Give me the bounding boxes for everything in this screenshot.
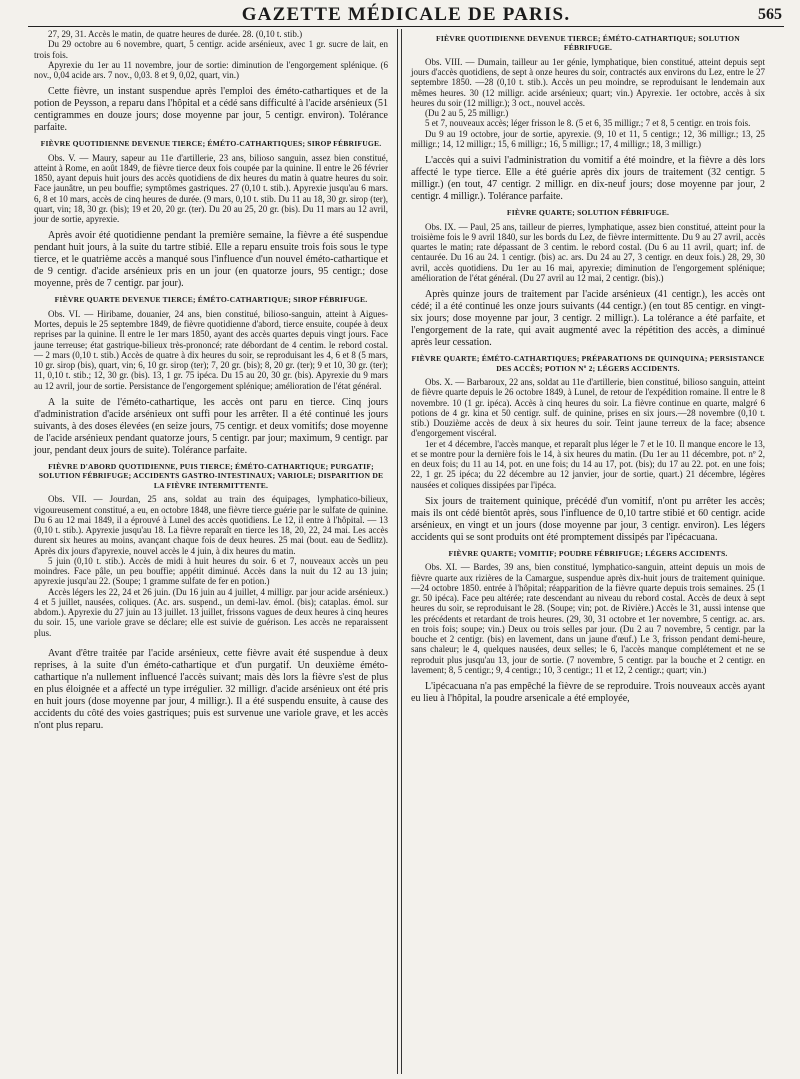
commentary-paragraph: Après avoir été quotidienne pendant la première semaine, la fièvre a été suspendue pendant huit jours, à la suite du tartre stibié. Elle a reparu ensuite trois fois sous le type tierce, et le quatrième accès a manqué sous l'influence d'un nouvel éméto-cathartique et de 9 centigr. d'acide arsénieux pris en un jour (en quatorze jours, 95 centigr.; dose moyenne, près de 7 centigr. par jour). [34,230,388,290]
commentary-paragraph: Avant d'être traitée par l'acide arsénieux, cette fièvre avait été suspendue à deux reprises, à la suite d'un éméto-cathartique et d'un purgatif. Un deuxième éméto-cathartique n'a nullement influencé l'accès suivant; mais dès lors la fièvre s'est de plus en plus éloignée et a affecté un type irrégulier. 32 milligr. d'acide arsénieux ont été pris en huit jours (dose moyenne par jour, 4 milligr.). Il a été suspendu ensuite, à cause des accidents du côté des voies gastriques; puis est survenue une variole grave, et les accès n'ont plus reparu. [34,647,388,731]
observation-paragraph: Obs. V. — Maury, sapeur au 11e d'artillerie, 23 ans, bilioso sanguin, assez bien constitué, atteint à Rome, en août 1849, de fièvre tierce deux fois coupée par la quinine. Il entre le 26 février 1850, ayant depuis huit jours des accès quotidiens de dix heures du matin à quatre heures du soir. Face jaunâtre, un peu bouffie; symptômes gastriques. 27 (0,10 t. stib.). Apyrexie jusqu'au 6 mars. 6, 8 et 10 mars, accès de cinq heures de durée. (9 mars, 0,10 t. stib. Du 11 au 18, 30 gr. sirop (ter), quart, vin; 18, 30 gr. (bis); 19 et 20, 20 gr. (ter). Du 20 au 25, 20 gr. (bis). Du 11 mars au 12 avril, jour de sortie, apyrexie. [34,152,388,225]
commentary-paragraph: L'accès qui a suivi l'administration du vomitif a été moindre, et la fièvre a dès lors affecté le type tierce. Elle a été guérie après dix jours de traitement (32 centigr. 5 milligr.) (en tout, 47 centigr. 2 milligr. en dix-neuf jours; dose moyenne par jour, 2 centigr. 4 milligr.). Tolérance parfaite. [411,155,765,203]
observation-paragraph: 5 juin (0,10 t. stib.). Accès de midi à huit heures du soir. 6 et 7, nouveaux accès un peu moindres. Face pâle, un peu bouffie; appétit diminué. Accès dans la nuit du 12 au 13 juin; apyrexie jusqu'au 22. (Soupe; 1 gramme sulfate de fer en potion.) [34,555,388,587]
text-columns [28,29,784,1074]
observation-paragraph: 5 et 7, nouveaux accès; léger frisson le 8. (5 et 6, 35 milligr.; 7 et 8, 5 centigr. en trois fois. [425,118,751,129]
observation-paragraph: Apyrexie du 1er au 11 novembre, jour de sortie: diminution de l'engorgement splénique. (6 nov., 0,04 acide ars. 7 nov., 0,03. 8 et 9, 0,02, quart, vin.) [34,59,388,80]
observation-paragraph: Obs. VII. — Jourdan, 25 ans, soldat au train des équipages, lymphatico-bilieux, vigoureusement constitué, a eu, en octobre 1848, une fièvre tierce guérie par le sulfate de quinine. Du 6 au 12 mai 1849, il a éprouvé à Lunel des accès quotidiens. Le 12, il entre à l'hôpital. — 13 (0,10 t. stib.). Apyrexie jusqu'au 18. La fièvre reparaît en tierce les 18, 20, 22, 24 mai. Les accès durent six heures au moins, avançant chaque fois de deux heures. 25 mai (bout. eau de Sedlitz). Après dix jours d'apyrexie, nouvel accès le 4 juin, à dix heures du matin. [34,494,388,556]
section-heading: FIÈVRE QUARTE; VOMITIF; POUDRE FÉBRIFUGE; LÉGERS ACCIDENTS. [448,548,728,558]
observation-paragraph: Obs. X. — Barbaroux, 22 ans, soldat au 11e d'artillerie, bien constitué, bilioso sanguin, atteint de fièvre quarte depuis le 26 octobre 1849, à Lunel, de retour de l'expédition romaine. Il entre le 8 novembre. 10 (1 gr. ipéca). Accès à cinq heures du soir. La fièvre continue en quarte, malgré 6 potions de 4 gr. kina et 50 centigr. sulf. de quinine, prises en six jours.—28 novembre (0,10 t. stib.) Douzième accès de deux à six heures du soir. Teint jaune terreux de la face; absence d'engorgement viscéral. [411,377,765,439]
section-heading: FIÈVRE QUOTIDIENNE DEVENUE TIERCE; ÉMÉTO-CATHARTIQUES; SIROP FÉBRIFUGE. [40,139,382,149]
observation-paragraph: Obs. IX. — Paul, 25 ans, tailleur de pierres, lymphatique, assez bien constitué, atteint pour la troisième fois le 9 avril 1840, sur les bords du Lez, de fièvre intermittente. Du 9 au 27 avril, accès quartes le matin; rate dépassant de 3 centim. le rebord costal. (Du 6 au 11 avril, quart; inf. de centaurée. Du 16 au 24. 1 centigr. (bis) ac. ars. Du 24 au 27, 3 centigr. en deux fois.) 28, 29, 30 avril, accès quotidiens. Du 1er au 16 mai, apyrexie; diminution de l'engorgement splénique; amélioration de l'état général. (Du 27 avril au 12 mai, 2 centigr. (bis).) [411,221,765,283]
section-heading: FIÈVRE QUOTIDIENNE DEVENUE TIERCE; ÉMÉTO-CATHARTIQUE; SOLUTION FÉBRIFUGE. [436,34,740,53]
left-column [28,29,394,1074]
section-heading: FIÈVRE QUARTE DEVENUE TIERCE; ÉMÉTO-CATHARTIQUE; SIROP FÉBRIFUGE. [54,295,368,305]
commentary-paragraph: A la suite de l'éméto-cathartique, les accès ont paru en tierce. Cinq jours d'administration d'acide arsénieux ont suffi pour les arrêter. Il a été continué les jours suivants, à des doses élevées (en seize jours, 75 centigr. et deux vomitifs; dose moyenne de l'acide arsénieux pendant quatorze jours, 5 centigr. par jour; maximum, 9 centigr. par jour, pendant deux jours de suite). Tolérance parfaite. [34,396,388,456]
page-number: 565 [758,6,782,23]
observation-paragraph: (Du 2 au 5, 25 milligr.) [425,108,509,119]
page-header [28,4,784,27]
observation-paragraph: Obs. VI. — Hiribame, douanier, 24 ans, bien constitué, bilioso-sanguin, atteint à Aigues-Mortes, depuis le 25 septembre 1849, de fièvre quotidienne d'abord, tierce ensuite, coupée à deux reprises par la quinine. Il entre le 1er mars 1850, ayant des accès quartes depuis vingt jours. Face jaune terreuse; état gastrique-bilieux très-prononcé; rate débordant de 4 centim. le rebord costal. — 2 mars (0,10 t. stib.) Accès de quatre à dix heures du soir, se reproduisant les 4, 6 et 8 (5 mars, 10 gr. sirop (bis), quart, vin; 6, 10 gr. sirop (ter); 7, 20 gr. (bis); 8, 20 gr. (ter); 9 et 10, 30 gr. (ter); 11, 0,10 t. stib.; 12, 30 gr. (bis). 13, 1 gr. 75 ipéca. Du 15 au 20, 30 gr. (bis). Apyrexie du 9 mars au 12 avril, jour de sortie. Persistance de l'engorgement splénique; amélioration de l'état général. [34,308,388,391]
observation-paragraph: Obs. VIII. — Dumain, tailleur au 1er génie, lymphatique, bien constitué, atteint depuis sept jours d'accès quotidiens, de sept à onze heures du soir, contractés aux environs du Lez, entre le 27 septembre 1850. —28 (0,10 t. stib.). Accès un peu moindre, se reproduisant le lendemain aux mêmes heures. 30 (12 milligr. acide arsénieux; quart; vin.) Apyrexie. 1er octobre, accès à six heures du soir (12 milligr.); 3 oct., nouvel accès. [411,56,765,108]
observation-paragraph: 27, 29, 31. Accès le matin, de quatre heures de durée. 28. (0,10 t. stib.) [48,29,303,39]
observation-paragraph: Accès légers les 22, 24 et 26 juin. (Du 16 juin au 4 juillet, 4 milligr. par jour acide arsénieux.) 4 et 5 juillet, nausées, coliques. (Ac. ars. suspend., un demi-lav. émol. (bis); cataplas. émol. sur abdom.). Apyrexie du 27 juin au 13 juillet. 13 juillet, frissons vagues de deux heures à cinq heures du soir. 15, une variole grave se déclare; elle est suivie de guérison. Les accès ne reparaissent plus. [34,586,388,638]
section-heading: FIÈVRE QUARTE; ÉMÉTO-CATHARTIQUES; PRÉPARATIONS DE QUINQUINA; PERSISTANCE DES ACCÈS; POTION Nº 2; LÉGERS ACCIDENTS. [411,354,765,373]
commentary-paragraph: L'ipécacuana n'a pas empêché la fièvre de se reproduire. Trois nouveaux accès ayant eu lieu à l'hôpital, la poudre arsenicale a été employée, [411,681,765,705]
observation-paragraph: Obs. XI. — Bardes, 39 ans, bien constitué, lymphatico-sanguin, atteint depuis un mois de fièvre quarte aux rizières de la Camargue, suspendue après dix-huit jours de traitement quinique.—24 octobre 1850. entrée à l'hôpital; réapparition de la fièvre quarte depuis trois semaines. 25 (1 gr. 50 ipéca). Face peu altérée; rate descendant au niveau du rebord costal. Accès de deux à sept heures du soir, se reproduisant le 28. (Soupe; vin; pot. de Rivière.) Accès le 31, aussi intense que les précédents et retardant de trois heures. (29, 30, 31 octobre et 1er novembre, 5 centigr. ac. ars. en trois fois; soupe; vin.) Deux ou trois selles par jour. (Du 2 au 7 novembre, 5 centigr. par la bouche et 2 centigr. (bis) en lavement, dans un jaune d'œuf.) Le 3, frisson pendant demi-heure, sans chaleur; le 4, quelques nausées, deux selles; le 6, l'accès manque complétement et ne se reproduit plus jusqu'au 13, jour de sortie. (7 novembre, 5 centigr. par la bouche et 2 centigr. en lavement; 8, 5 centigr.; 9, 4 centigr.; 10, 3 centigr.; 11 et 12, 2 centigr.; quart; vin.) [411,562,765,675]
observation-paragraph: Du 9 au 19 octobre, jour de sortie, apyrexie. (9, 10 et 11, 5 centigr.; 12, 36 milligr.; 13, 25 milligr.; 14, 12 milligr.; 15, 6 milligr.; 16, 5 milligr.; 17, 4 milligr.; 18, 3 milligr.) [411,128,765,149]
observation-paragraph: Du 29 octobre au 6 novembre, quart, 5 centigr. acide arsénieux, avec 1 gr. sucre de lait, en trois fois. [34,39,388,60]
observation-paragraph: 1er et 4 décembre, l'accès manque, et reparaît plus léger le 7 et le 10. Il manque encore le 13, et se montre pour la dernière fois le 14, à six heures du matin. (Du 1er au 11 décembre, pot. nº 2, en deux fois; du 11 au 14, pot. en une fois; du 14 au 17, pot. (bis); du 17 au 22. pot. en une fois; 22, 1 gr. 25 ipéca; du 22 décembre au 12 janvier, jour de sortie, quart.) 21 décembre, légères nausées et coliques dissipées par l'ipéca. [411,438,765,490]
commentary-paragraph: Cette fièvre, un instant suspendue après l'emploi des éméto-cathartiques et de la potion de Peysson, a reparu dans l'hôpital et a cédé sans difficulté à l'acide arsénieux (51 centigrammes en douze jours; dose moyenne par jour, 5 centigr. environ). Tolérance parfaite. [34,86,388,134]
commentary-paragraph: Après quinze jours de traitement par l'acide arsénieux (41 centigr.), les accès ont cédé; il a été continué les onze jours suivants (44 centigr.) (en tout 85 centigr. en vingt-six jours; dose moyenne par jour, 3 centigr. 2 milligr.). La tolérance a été parfaite, et l'engorgement de la rate, qui avait augmenté avec la répétition des accès, a diminué après leur cessation. [411,289,765,349]
section-heading: FIÈVRE D'ABORD QUOTIDIENNE, PUIS TIERCE; ÉMÉTO-CATHARTIQUE; PURGATIF; SOLUTION FÉBRIFUGE; ACCIDENTS GASTRO-INTESTINAUX; VARIOLE; DISPARITION DE LA FIÈVRE INTERMITTENTE. [38,461,384,490]
spacer [34,638,388,648]
column-rule [397,29,402,1074]
right-column [405,29,771,1074]
journal-title: GAZETTE MÉDICALE DE PARIS. [241,4,571,25]
commentary-paragraph: Six jours de traitement quinique, précédé d'un vomitif, n'ont pu arrêter les accès; mais ils ont cédé bientôt après, sous l'influence de 0,10 tartre stibié et 60 centigr. acide arsénieux, en vingt et un jours (dose moyenne par jour, 3 centigr. environ). Les légers accidents qui se sont produits ont été promptement dissipés par l'ipécacuana. [411,495,765,543]
section-heading: FIÈVRE QUARTE; SOLUTION FÉBRIFUGE. [506,208,670,218]
